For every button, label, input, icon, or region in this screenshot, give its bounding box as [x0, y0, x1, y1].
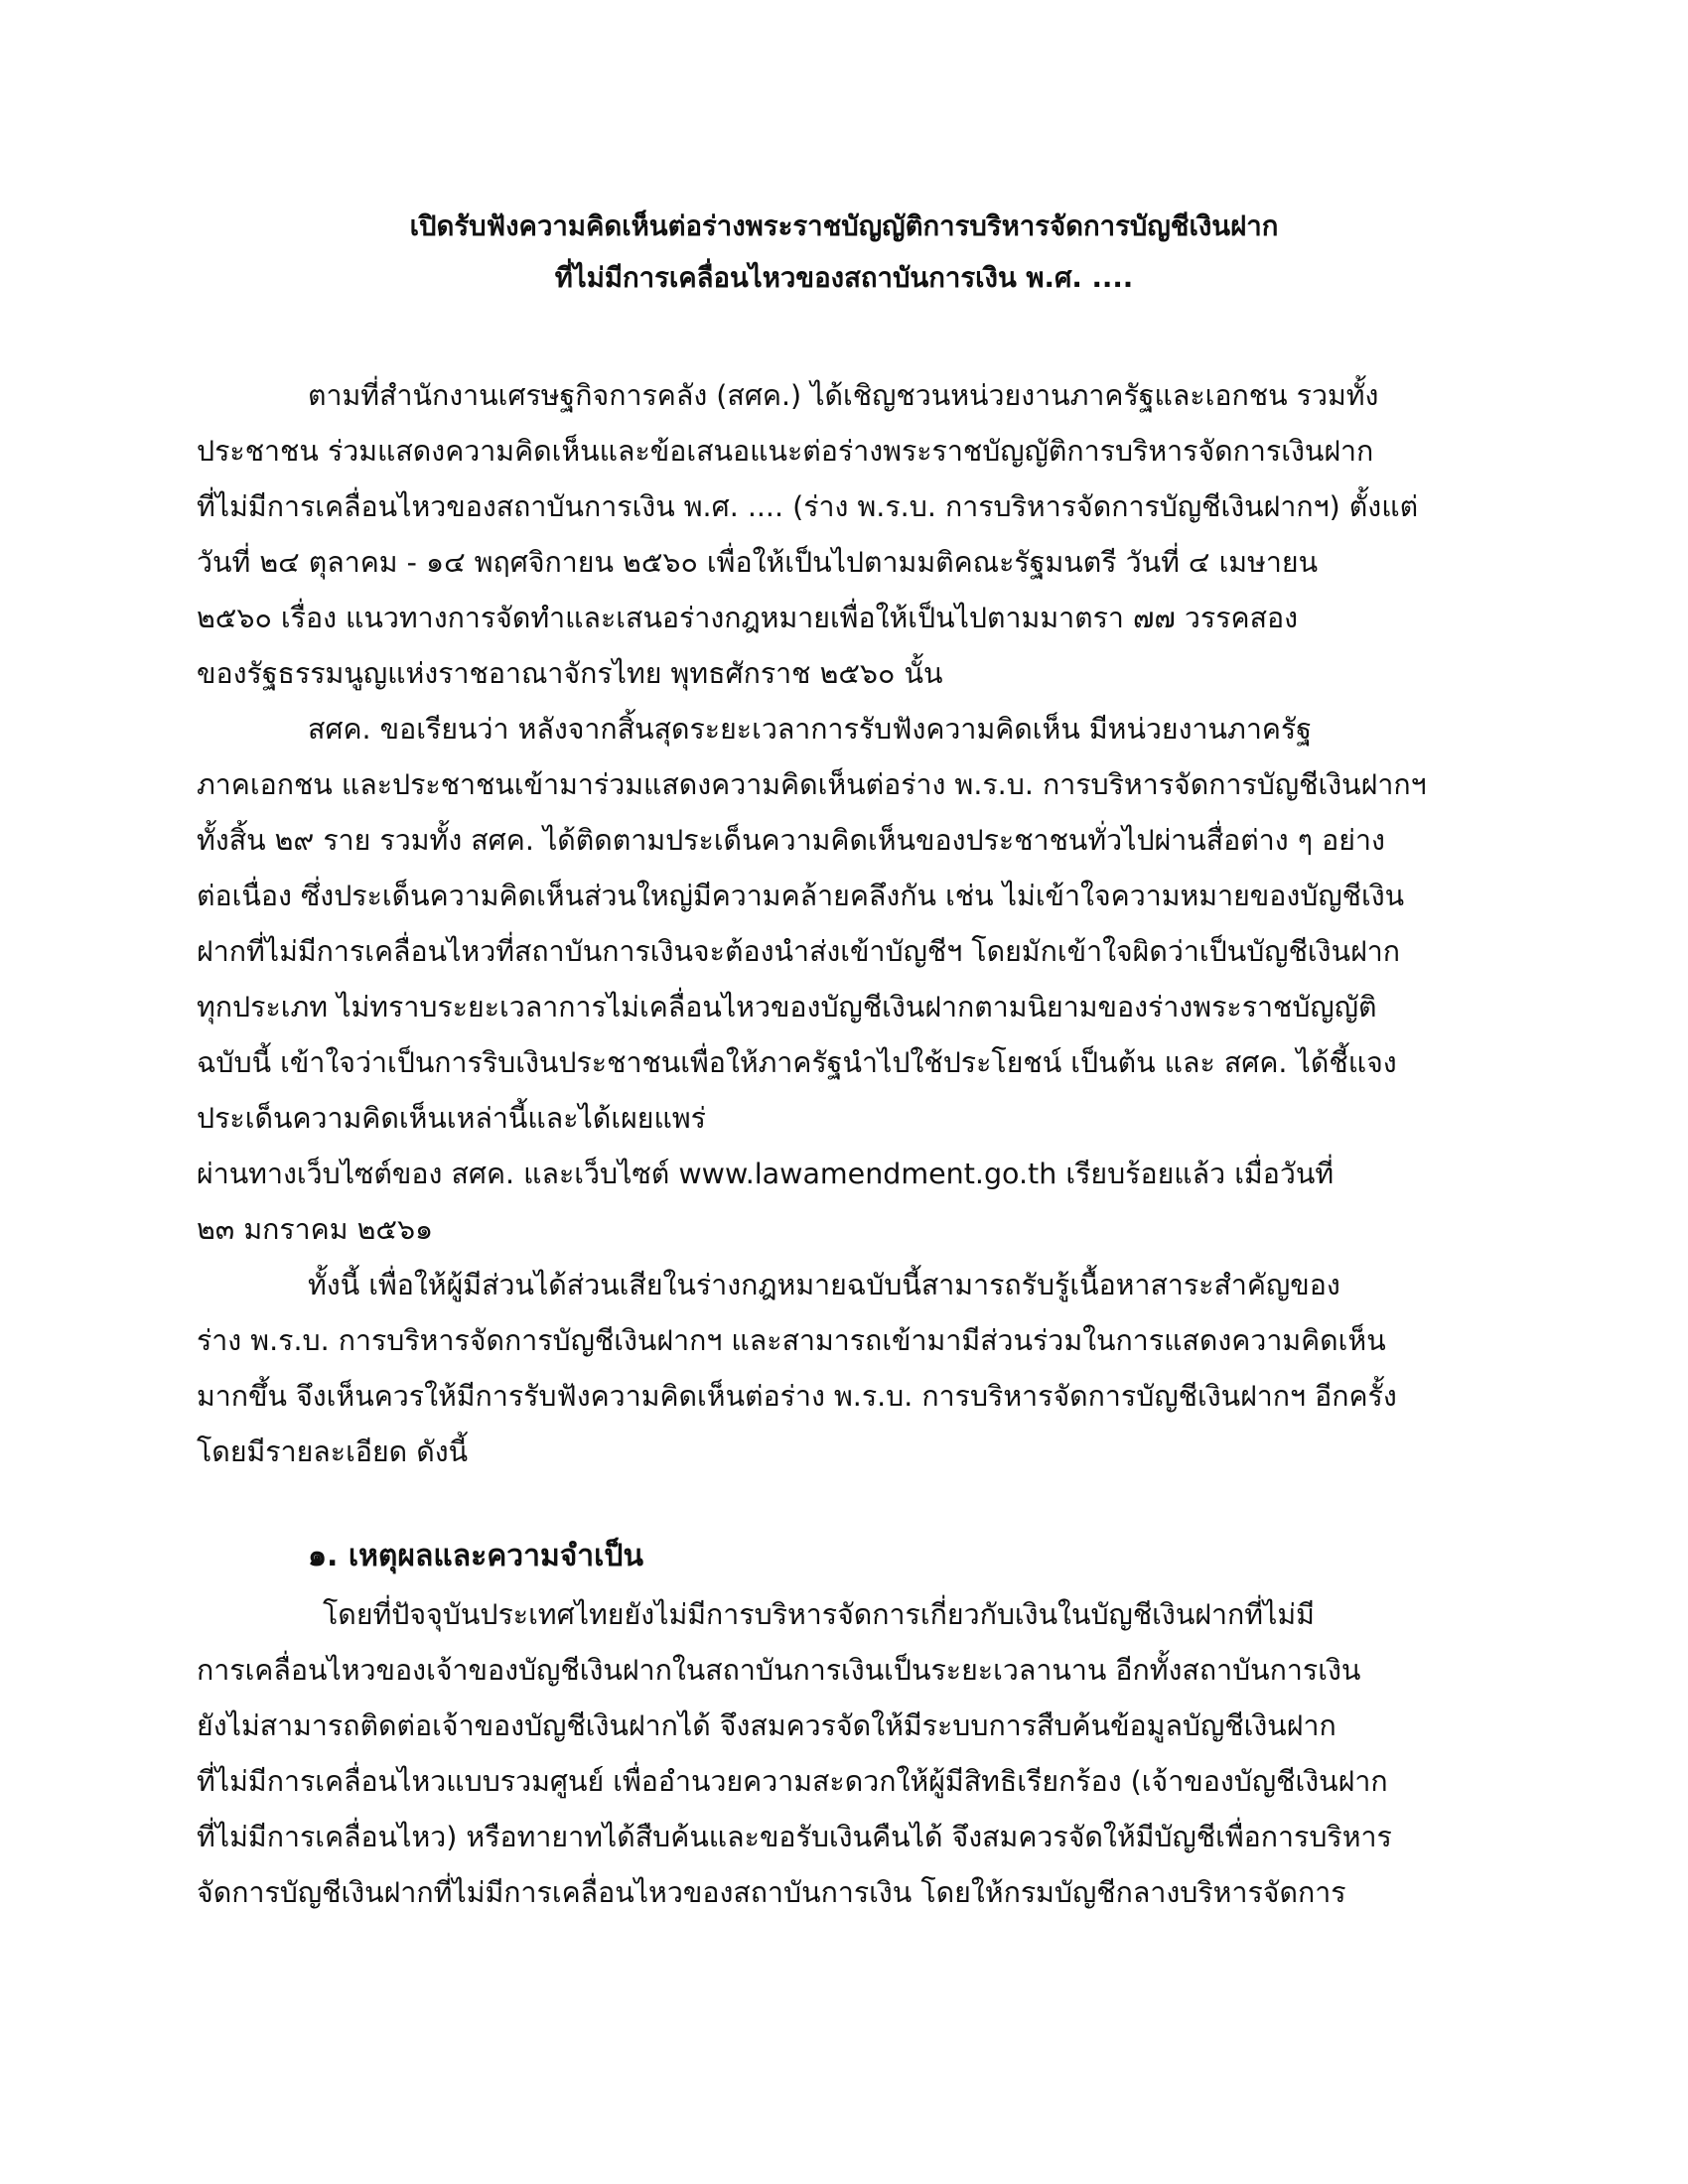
paragraph-3-line: ทั้งนี้ เพื่อให้ผู้มีส่วนได้ส่วนเสียในร่างกฎหมายฉบับนี้สามารถรับรู้เนื้อหาสาระสำคัญของ — [308, 1269, 1340, 1301]
paragraph-2-line: สศค. ขอเรียนว่า หลังจากสิ้นสุดระยะเวลาการรับฟังความคิดเห็น มีหน่วยงานภาครัฐ — [308, 713, 1312, 746]
paragraph-2-line: ประเด็นความคิดเห็นเหล่านี้และได้เผยแพร่ — [197, 1102, 706, 1135]
paragraph-3-line: ร่าง พ.ร.บ. การบริหารจัดการบัญชีเงินฝากฯ และสามารถเข้ามามีส่วนร่วมในการแสดงความคิดเห็น — [197, 1324, 1386, 1357]
paragraph-3-line: โดยมีรายละเอียด ดังนี้ — [197, 1435, 469, 1468]
paragraph-1-line: ประชาชน ร่วมแสดงความคิดเห็นและข้อเสนอแนะต่อร่างพระราชบัญญัติการบริหารจัดการเงินฝาก — [197, 435, 1374, 468]
document-title-line-1: เปิดรับฟังความคิดเห็นต่อร่างพระราชบัญญัติการบริหารจัดการบัญชีเงินฝาก — [409, 210, 1279, 242]
paragraph-2-line: ผ่านทางเว็บไซต์ของ สศค. และเว็บไซต์ www.lawamendment.go.th เรียบร้อยแล้ว เมื่อวันที่ — [197, 1158, 1335, 1190]
section-1-line: ที่ไม่มีการเคลื่อนไหวแบบรวมศูนย์ เพื่ออำนวยความสะดวกให้ผู้มีสิทธิเรียกร้อง (เจ้าของบัญชีเงินฝาก — [197, 1765, 1388, 1798]
section-1-line: ยังไม่สามารถติดต่อเจ้าของบัญชีเงินฝากได้ จึงสมควรจัดให้มีระบบการสืบค้นข้อมูลบัญชีเงินฝาก — [197, 1709, 1336, 1742]
paragraph-2-line: ฝากที่ไม่มีการเคลื่อนไหวที่สถาบันการเงินจะต้องนำส่งเข้าบัญชีฯ โดยมักเข้าใจผิดว่าเป็นบัญชีเงินฝาก — [197, 935, 1401, 968]
section-1-line: จัดการบัญชีเงินฝากที่ไม่มีการเคลื่อนไหวของสถาบันการเงิน โดยให้กรมบัญชีกลางบริหารจัดการ — [197, 1876, 1346, 1909]
section-1-line: โดยที่ปัจจุบันประเทศไทยยังไม่มีการบริหารจัดการเกี่ยวกับเงินในบัญชีเงินฝากที่ไม่มี — [323, 1598, 1315, 1631]
section-1-heading: ๑. เหตุผลและความจำเป็น — [308, 1539, 643, 1573]
paragraph-2-line: ทุกประเภท ไม่ทราบระยะเวลาการไม่เคลื่อนไหวของบัญชีเงินฝากตามนิยามของร่างพระราชบัญญัติ — [197, 991, 1377, 1024]
paragraph-1-line: วันที่ ๒๔ ตุลาคม - ๑๔ พฤศจิกายน ๒๕๖๐ เพื่อให้เป็นไปตามมติคณะรัฐมนตรี วันที่ ๔ เมษายน — [197, 546, 1319, 579]
paragraph-1-line: ของรัฐธรรมนูญแห่งราชอาณาจักรไทย พุทธศักราช ๒๕๖๐ นั้น — [197, 657, 943, 690]
paragraph-2-line: ต่อเนื่อง ซึ่งประเด็นความคิดเห็นส่วนใหญ่มีความคล้ายคลึงกัน เช่น ไม่เข้าใจความหมายของบัญชีเงิน — [197, 880, 1405, 912]
paragraph-2-line: ภาคเอกชน และประชาชนเข้ามาร่วมแสดงความคิดเห็นต่อร่าง พ.ร.บ. การบริหารจัดการบัญชีเงินฝากฯ — [197, 768, 1427, 801]
paragraph-1-line: ตามที่สำนักงานเศรษฐกิจการคลัง (สศค.) ได้เชิญชวนหน่วยงานภาครัฐและเอกชน รวมทั้ง — [308, 379, 1379, 412]
paragraph-2-line: ๒๓ มกราคม ๒๕๖๑ — [197, 1213, 434, 1246]
section-1-line: การเคลื่อนไหวของเจ้าของบัญชีเงินฝากในสถาบันการเงินเป็นระยะเวลานาน อีกทั้งสถาบันการเงิน — [197, 1654, 1361, 1687]
section-1-line: ที่ไม่มีการเคลื่อนไหว) หรือทายาทได้สืบค้นและขอรับเงินคืนได้ จึงสมควรจัดให้มีบัญชีเพื่อการบริหาร — [197, 1821, 1392, 1853]
paragraph-1-line: ที่ไม่มีการเคลื่อนไหวของสถาบันการเงิน พ.ศ. .... (ร่าง พ.ร.บ. การบริหารจัดการบัญชีเงินฝากฯ) ตั้งแต่ — [197, 490, 1419, 523]
paragraph-1-line: ๒๕๖๐ เรื่อง แนวทางการจัดทำและเสนอร่างกฎหมายเพื่อให้เป็นไปตามมาตรา ๗๗ วรรคสอง — [197, 602, 1299, 634]
document-title-line-2: ที่ไม่มีการเคลื่อนไหวของสถาบันการเงิน พ.ศ. .... — [554, 262, 1134, 294]
paragraph-2-line: ทั้งสิ้น ๒๙ ราย รวมทั้ง สศค. ได้ติดตามประเด็นความคิดเห็นของประชาชนทั่วไปผ่านสื่อต่าง ๆ อย่าง — [197, 824, 1385, 857]
paragraph-2-line: ฉบับนี้ เข้าใจว่าเป็นการริบเงินประชาชนเพื่อให้ภาครัฐนำไปใช้ประโยชน์ เป็นต้น และ สศค. ได้ชี้แจง — [197, 1046, 1397, 1079]
paragraph-3-line: มากขึ้น จึงเห็นควรให้มีการรับฟังความคิดเห็นต่อร่าง พ.ร.บ. การบริหารจัดการบัญชีเงินฝากฯ อีกครั้ง — [197, 1380, 1397, 1413]
